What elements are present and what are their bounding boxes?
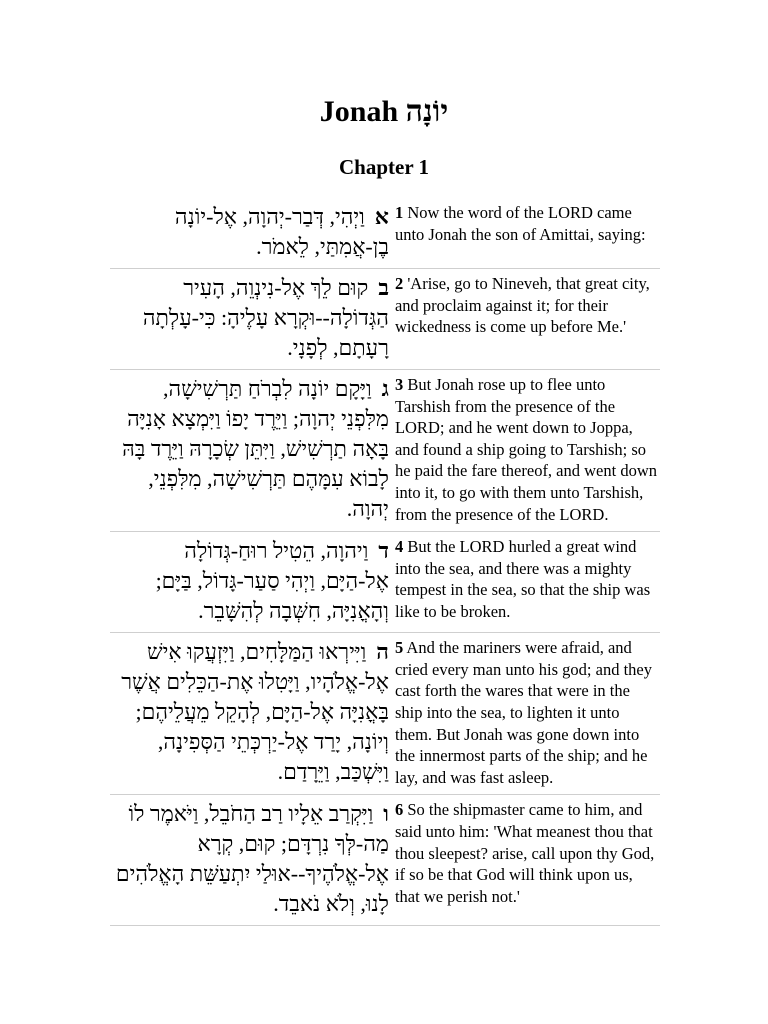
hebrew-verse-text: וַיִּירְאוּ הַמַּלָּחִים, וַיִּזְעֲקוּ אִישׁ אֶל-אֱלֹהָיו, וַיָּטִלוּ אֶת-הַכֵּלִים אֲשֶׁר בָּאֳנִיָּה אֶל-הַיָּם, לְהָקֵל מֵעֲלֵיהֶם; וְיוֹנָה, יָרַד אֶל-יַרְכְּתֵי הַסְּפִינָה, וַיִּשְׁכַּב, וַיֵּרָדַם. xyxy=(121,639,389,785)
english-verse-text: Now the word of the LORD came unto Jonah the son of Amittai, saying: xyxy=(394,203,646,244)
english-verse-number: 2 xyxy=(394,274,404,293)
english-verse xyxy=(393,273,660,363)
hebrew-verse-text: וַיהוָה, הֵטִיל רוּחַ-גְּדוֹלָה אֶל-הַיָּם, וַיְהִי סַעַר-גָּדוֹל, בַּיָּם; וְהָאֳנִיָּה, חִשְּׁבָה לְהִשָּׁבֵר. xyxy=(155,538,389,624)
hebrew-verse-number: ד xyxy=(378,538,389,564)
english-verse xyxy=(393,202,660,262)
english-verse-text: 'Arise, go to Nineveh, that great city, and proclaim against it; for their wickedness is come up before Me.' xyxy=(394,274,650,337)
verse-table xyxy=(110,198,660,926)
hebrew-verse-number: ה xyxy=(376,639,389,665)
english-verse-text: So the shipmaster came to him, and said unto him: 'What meanest thou that thou sleepest? arise, call upon thy God, if so be that God will think upon us, that we perish not.' xyxy=(394,800,655,906)
hebrew-verse xyxy=(110,799,393,919)
hebrew-verse xyxy=(110,374,393,525)
english-verse xyxy=(393,374,660,525)
hebrew-verse xyxy=(110,273,393,363)
book-title xyxy=(0,92,768,132)
english-verse-number: 4 xyxy=(394,537,404,557)
book-title-hebrew: יוֹנָה xyxy=(405,95,449,128)
book-title-english: Jonah xyxy=(319,95,399,128)
hebrew-verse-number: ב xyxy=(378,275,389,300)
hebrew-verse-text: וַיְהִי, דְּבַר-יְהוָה, אֶל-יוֹנָה בֶן-אֲמִתַּי, לֵאמֹר. xyxy=(174,204,389,259)
verse-row xyxy=(110,633,660,795)
english-verse-text: And the mariners were afraid, and cried every man unto his god; and they cast forth the wares that were in the ship into the sea, to lighten it unto them. But Jonah was gone down into the innermost parts of the ship; and he lay, and was fast asleep. xyxy=(394,638,652,787)
chapter-heading: Chapter 1 xyxy=(338,155,430,179)
verse-row xyxy=(110,269,660,370)
english-verse-number: 3 xyxy=(394,375,404,394)
english-verse-number: 1 xyxy=(394,203,404,222)
english-verse-number: 6 xyxy=(394,800,404,820)
hebrew-verse-text: וַיָּקָם יוֹנָה לִבְרֹחַ תַּרְשִׁישָׁה, מִלִּפְנֵי יְהוָה; וַיֵּרֶד יָפוֹ וַיִּמְצָא אָנִיָּה בָּאָה תַרְשִׁישׁ, וַיִּתֵּן שְׂכָרָהּ וַיֵּרֶד בָּהּ לָבוֹא עִמָּהֶם תַּרְשִׁישָׁה, מִלִּפְנֵי, יְהוָה. xyxy=(122,376,389,521)
english-verse-text: But Jonah rose up to flee unto Tarshish from the presence of the LORD; and he went down to Joppa, and found a ship going to Tarshish; so he paid the fare thereof, and went down into it, to go with them unto Tarshish, from the presence of the LORD. xyxy=(394,375,657,524)
hebrew-verse-number: א xyxy=(374,204,389,229)
hebrew-verse-number: ג xyxy=(381,376,389,401)
english-verse xyxy=(393,536,660,626)
hebrew-verse-number: ו xyxy=(383,801,389,827)
hebrew-verse-text: קוּם לֵךְ אֶל-נִינְוֵה, הָעִיר הַגְּדוֹלָה--וּקְרָא עָלֶיהָ: כִּי-עָלְתָה רָעָתָם, לְפָנָי. xyxy=(142,275,389,360)
english-verse-text: But the LORD hurled a great wind into the sea, and there was a mighty tempest in the sea, so that the ship was like to be broken. xyxy=(394,537,651,621)
english-verse xyxy=(393,799,660,919)
verse-row xyxy=(110,795,660,926)
english-verse xyxy=(393,637,660,788)
verse-row xyxy=(110,198,660,269)
hebrew-verse-text: וַיִּקְרַב אֵלָיו רַב הַחֹבֵל, וַיֹּאמֶר לוֹ מַה-לְּךָ נִרְדָּם; קוּם, קְרָא אֶל-אֱלֹהֶיךָ--אוּלַי יִתְעַשֵּׁת הָאֱלֹהִים לָנוּ, וְלֹא נֹאבֵד. xyxy=(115,801,389,917)
hebrew-verse xyxy=(110,637,393,788)
hebrew-verse xyxy=(110,536,393,626)
verse-row xyxy=(110,370,660,532)
verse-row xyxy=(110,532,660,633)
english-verse-number: 5 xyxy=(394,638,404,658)
hebrew-verse xyxy=(110,202,393,262)
